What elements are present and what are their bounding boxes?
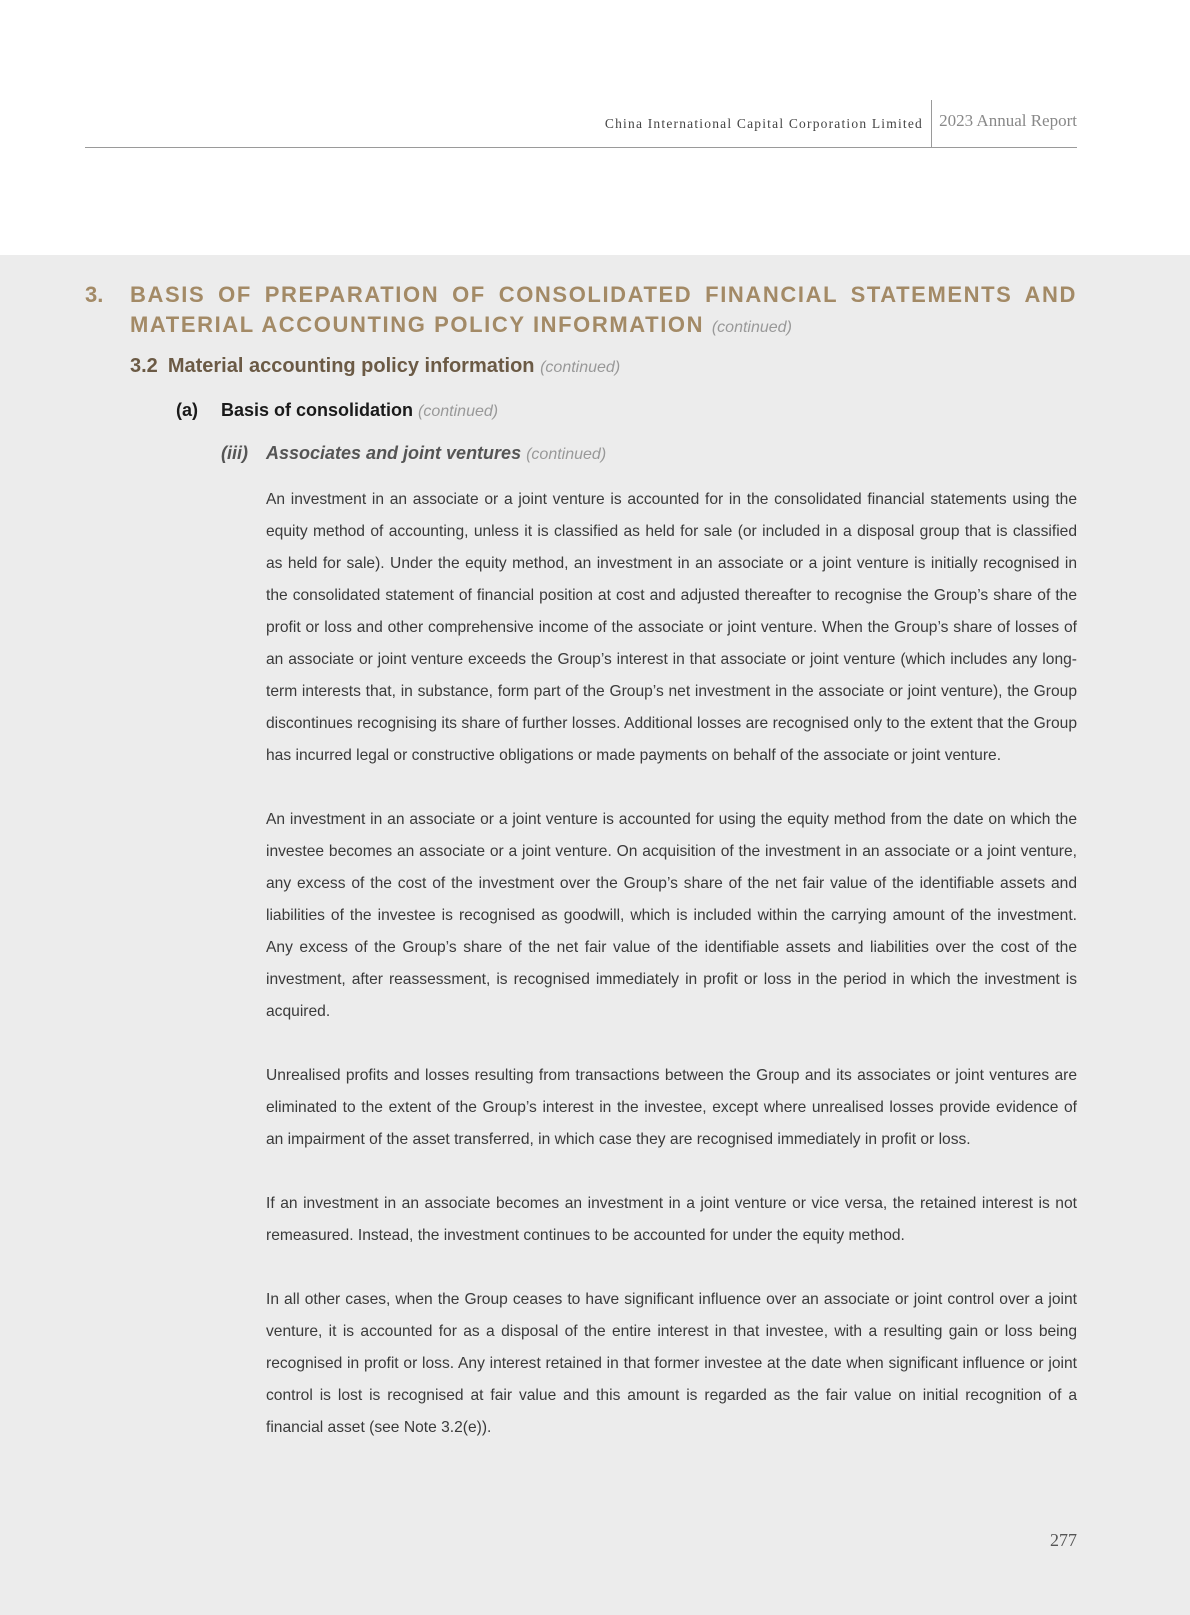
- item-number: (iii): [221, 443, 248, 463]
- paragraph: If an investment in an associate becomes an investment in a joint venture or vice versa, the retained interest is not remeasured. Instead, the investment continues to be accounted for under the equity method.: [266, 1195, 1077, 1244]
- report-title: 2023 Annual Report: [939, 111, 1077, 130]
- subsubsection-number: (a): [176, 400, 198, 420]
- subsubsection-title: Basis of consolidation: [221, 400, 414, 420]
- subsection-title: Material accounting policy information: [167, 355, 535, 377]
- paragraph: An investment in an associate or a joint venture is accounted for using the equity method from the date on which the investee becomes an associate or a joint venture. On acquisition of the investment in an associate or a joint venture, any excess of the cost of the investment over the Group’s share of the net fair value of the identifiable assets and liabilities of the investee is recognised as goodwill, which is included within the carrying amount of the investment. Any excess of the Group’s share of the net fair value of the identifiable assets and liabilities over the cost of the investment, after reassessment, is recognised immediately in profit or loss in the period in which the investment is acquired.: [266, 811, 1077, 1020]
- item-title: Associates and joint ventures: [266, 443, 522, 463]
- header-divider: [931, 100, 932, 147]
- section-heading: [85, 280, 1077, 343]
- subsection-heading: [130, 355, 620, 378]
- body-text: [266, 484, 1077, 1476]
- continued-label: (continued): [418, 403, 499, 420]
- item-heading: [221, 443, 606, 464]
- subsubsection-heading: [176, 400, 498, 421]
- page-number: 277: [1050, 1530, 1077, 1550]
- continued-label: (continued): [711, 319, 792, 336]
- paragraph: In all other cases, when the Group ceases to have significant influence over an associate or joint control over a joint venture, it is accounted for as a disposal of the entire interest in that investee, with a resulting gain or loss being recognised in profit or loss. Any interest retained in that former investee at the date when significant influence or joint control is lost is recognised at fair value and this amount is regarded as the fair value on initial recognition of a financial asset (see Note 3.2(e)).: [266, 1291, 1077, 1436]
- company-name: China International Capital Corporation Limited: [604, 116, 923, 131]
- continued-label: (continued): [540, 359, 621, 376]
- paragraph: An investment in an associate or a joint venture is accounted for in the consolidated financial statements using the equity method of accounting, unless it is classified as held for sale (or included in a disposal group that is classified as held for sale). Under the equity method, an investment in an associate or a joint venture is initially recognised in the consolidated statement of financial position at cost and adjusted thereafter to recognise the Group’s share of the profit or loss and other comprehensive income of the associate or joint venture. When the Group’s share of losses of an associate or joint venture exceeds the Group’s interest in that associate or joint venture (which includes any long-term interests that, in substance, form part of the Group’s net investment in the associate or joint venture), the Group discontinues recognising its share of further losses. Additional losses are recognised only to the extent that the Group has incurred legal or constructive obligations or made payments on behalf of the associate or joint venture.: [266, 491, 1077, 764]
- continued-label: (continued): [526, 446, 607, 463]
- page-header: [85, 100, 1077, 148]
- subsection-number: 3.2: [130, 355, 158, 377]
- section-title: BASIS OF PREPARATION OF CONSOLIDATED FINANCIAL STATEMENTS AND MATERIAL ACCOUNTING POLICY INFORMATION: [130, 282, 1077, 337]
- paragraph: Unrealised profits and losses resulting from transactions between the Group and its associates or joint ventures are eliminated to the extent of the Group’s interest in the investee, except where unrealised losses provide evidence of an impairment of the asset transferred, in which case they are recognised immediately in profit or loss.: [266, 1067, 1077, 1148]
- section-number: 3.: [85, 282, 104, 307]
